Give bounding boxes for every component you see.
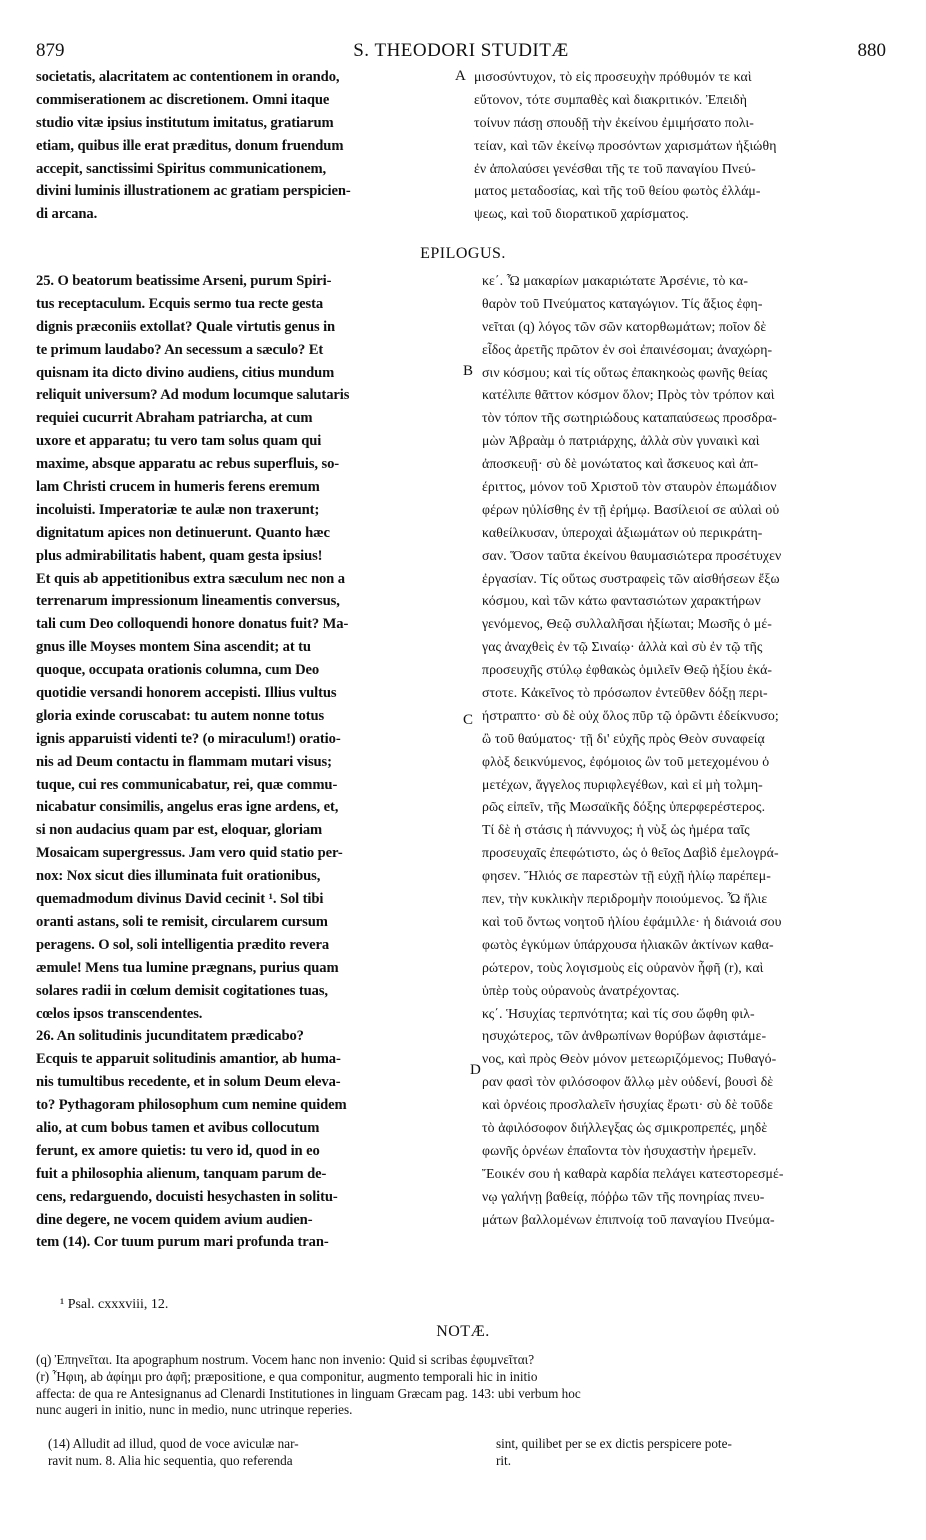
text-line: φησεν. Ἥλιός σε παρεστὼν τῇ εὐχῇ ἡλίῳ παρέπεμ- xyxy=(482,868,771,884)
right-page-number: 880 xyxy=(857,40,886,61)
note-line: nunc augeri in initio, nunc in medio, nunc utrinque reperies. xyxy=(36,1402,353,1418)
text-line: ἀποσκευῇ· σὺ δὲ μονώτατος καὶ ἄσκευος καὶ ἀπ- xyxy=(482,456,759,472)
text-line: καὶ τοῦ ὄντως νοητοῦ ἡλίου ἐφάμιλλε· ἡ διάνοιά σου xyxy=(482,913,782,929)
text-line: κς΄. Ἡσυχίας τερπνότητα; καὶ τίς σου ὤφθη φιλ- xyxy=(482,1005,755,1021)
text-line: Ecquis te apparuit solitudinis amantior, ab huma- xyxy=(36,1051,341,1068)
text-line: cens, redarguendo, docuisti hesychasten in solitu- xyxy=(36,1188,338,1205)
text-line: κε΄. Ὦ μακαρίων μακαριώτατε Ἀρσένιε, τὸ κα- xyxy=(482,273,749,288)
text-line: dine degere, ne vocem quidem avium audien- xyxy=(36,1211,313,1228)
text-line: incoluisti. Imperatoriæ te aulæ non traxerunt; xyxy=(36,501,320,518)
text-line: tali cum Deo colloquendi honore donatus fuit? Ma- xyxy=(36,616,349,633)
margin-marker-a: A xyxy=(455,68,466,84)
text-line: ὢ τοῦ θαύματος· τῇ δι' εὐχῆς πρὸς Θεὸν συναφείᾳ xyxy=(482,730,765,746)
text-line: τοίνυν πάσῃ σπουδῇ τὴν ἐκείνου ἐμιμήσατο πολι- xyxy=(474,114,754,130)
text-line: πεν, τὴν κυκλικὴν περιδρομὴν ποιούμενος. Ὦ ἥλιε xyxy=(482,891,768,907)
text-line: fuit a philosophia alienum, tanquam parum de- xyxy=(36,1165,327,1182)
text-line: στοτε. Κἀκεῖνος τὸ πρόσωπον ἐντεῦθεν δόξῃ περι- xyxy=(482,685,768,701)
text-line: καθείλκυσαν, ὑπεροχαὶ ἀξιωμάτων οὐ περικράτη- xyxy=(482,524,763,540)
text-line: τείαν, καὶ τῶν ἐκείνῳ προσόντων χαρισμάτων ἠξιώθη xyxy=(474,137,777,153)
running-header xyxy=(36,40,886,64)
text-line: σιν κόσμου; καὶ τίς οὕτως ἐπακηκοὼς φωνῆς θείας xyxy=(482,364,768,380)
text-line: ρῶς εἰπεῖν, τῆς Μωσαϊκῆς δόξης ὑπερφερέστερος. xyxy=(482,799,766,815)
text-line: commiserationem ac discretionem. Omni itaque xyxy=(36,91,330,108)
text-line: to? Pythagoram philosophum cum nemine quidem xyxy=(36,1097,347,1114)
text-line: Τί δὲ ἡ στάσις ἡ πάννυχος; ἡ νὺξ ὡς ἡμέρα ταῖς xyxy=(482,822,750,838)
text-line: κατέλιπε θᾶττον κόσμον ὅλον; Πρὸς τὸν τρόπον καὶ xyxy=(482,387,775,403)
text-line: προσευχῆς στύλῳ ἐφθακὼς ὁμιλεῖν Θεῷ ἠξίου ἑκά- xyxy=(482,662,773,678)
margin-marker-c: C xyxy=(463,712,474,728)
text-line: τὸ ἀφιλόσοφον διήλλεγξας ὡς σμικροπρεπές, μηδὲ xyxy=(482,1119,768,1135)
text-line: εἶδος ἀρετῆς πρῶτον ἐν σοὶ ἐπαινέσομαι; ἀναχώρη- xyxy=(482,341,773,357)
text-line: tem (14). Cor tuum purum mari profunda tran- xyxy=(36,1234,329,1251)
top-greek-column xyxy=(474,66,894,226)
text-line: Ἔοικέν σου ἡ καθαρὰ καρδία πελάγει κατεστορεσμέ- xyxy=(482,1165,784,1181)
text-line: Mosaicam supergressus. Jam vero quid statio per- xyxy=(36,845,343,862)
note-line: rit. xyxy=(496,1452,512,1468)
text-line: cœlos ipsos transcendentes. xyxy=(36,1005,203,1022)
text-line: uxore et apparatu; tu vero tam solus quam qui xyxy=(36,433,322,450)
text-line: tus receptaculum. Ecquis sermo tua recte gesta xyxy=(36,295,324,312)
text-line: νεῖται (q) λόγος τῶν σῶν κατορθωμάτων; ποῖον δὲ xyxy=(482,318,767,334)
text-line: 26. An solitudinis jucunditatem prædicabo? xyxy=(36,1028,304,1045)
note-line: (14) Alludit ad illud, quod de voce aviculæ nar- xyxy=(48,1436,299,1451)
text-line: gloria exinde coruscabat: tu autem nonne totus xyxy=(36,707,325,724)
notes-heading: NOTÆ. xyxy=(436,1323,490,1340)
text-line: quisnam ita dicto divino audiens, citius mundum xyxy=(36,364,335,381)
text-line: ησυχώτερος, τῶν ἀνθρωπίνων θορύβων ἀφιστάμε- xyxy=(482,1028,767,1044)
text-line: 25. O beatorum beatissime Arseni, purum Spiri- xyxy=(36,273,332,289)
text-line: requiei cucurrit Abraham patriarcha, at cum xyxy=(36,410,313,427)
text-line: studio vitæ ipsius institutum imitatus, gratiarum xyxy=(36,114,334,131)
text-line: ὑπὲρ τοὺς οὐρανοὺς ἀνατρέχοντας. xyxy=(482,982,680,998)
text-line: maxime, absque apparatu ac rebus superfluis, so- xyxy=(36,456,340,473)
text-line: oranti astans, soli te remisit, circularem cursum xyxy=(36,913,328,930)
text-line: nox: Nox sicut dies illuminata fuit orationibus, xyxy=(36,868,321,885)
text-line: ήστραπτο· σὺ δὲ οὐχ ὅλος πῦρ τῷ ὁρῶντι ἐδείκνυσο; xyxy=(482,707,779,723)
note-14-right xyxy=(496,1436,896,1470)
text-line: φλὸξ δεικνύμενος, ἐφόμοιος ὢν τοῦ μετεχομένου ὁ xyxy=(482,753,770,769)
text-line: μετέχων, ἄγγελος πυριφλεγέθων, καὶ εἰ μὴ τολμη- xyxy=(482,776,763,792)
text-line: μὼν Ἀβραὰμ ὁ πατριάρχης, ἀλλὰ σὺν γυναικὶ καὶ xyxy=(482,433,760,449)
text-line: γενόμενος, Θεῷ συλλαλῆσαι ἠξίωται; Μωσῆς ὁ μέ- xyxy=(482,616,772,632)
text-line: terrenarum impressionum lineamentis conversus, xyxy=(36,593,340,610)
text-line: solares radii in cœlum demisit cogitationes tuas, xyxy=(36,982,328,999)
text-line: ἐν ἀπολαύσει γενέσθαι τῆς τε τοῦ παναγίου Πνεύ- xyxy=(474,160,756,176)
margin-marker-d: D xyxy=(470,1062,481,1078)
text-line: κόσμου, καὶ τῶν κάτω φαντασιώτων χαρακτήρων xyxy=(482,593,761,609)
text-line: quemadmodum divinus David cecinit ¹. Sol tibi xyxy=(36,891,324,908)
main-latin-column xyxy=(36,270,464,1254)
text-line: divini luminis illustrationem ac gratiam perspicien- xyxy=(36,183,351,200)
text-line: τὸν τόπον τῆς σωτηριώδους καταπαύσεως προσδρα- xyxy=(482,410,777,426)
left-page-number: 879 xyxy=(36,40,65,61)
text-line: quoque, occupata orationis columna, cum Deo xyxy=(36,662,320,679)
main-greek-column xyxy=(482,270,894,1231)
text-line: μισοσύντυχον, τὸ εἰς προσευχὴν πρόθυμόν τε καὶ xyxy=(474,69,752,84)
top-latin-column xyxy=(36,66,456,226)
text-line: εὔτονον, τότε συμπαθὲς καὶ διακριτικόν. Ἐπειδὴ xyxy=(474,91,748,107)
text-line: æmule! Mens tua lumine prægnans, purius quam xyxy=(36,959,339,976)
text-line: ἐργασίαν. Τίς οὕτως συστραφεὶς τῶν αἰσθήσεων ἔξω xyxy=(482,570,780,586)
text-line: νῳ γαλήνῃ βαθείᾳ, πόῤῥω τῶν τῆς πονηρίας πνευ- xyxy=(482,1188,765,1204)
text-line: gnus ille Moyses montem Sina ascendit; at tu xyxy=(36,639,311,656)
text-line: γας ἀναχθεὶς ἐν τῷ Σιναίῳ· ἀλλὰ καὶ σὺ ἐν τῷ τῆς xyxy=(482,639,763,655)
text-line: έριττος, μόνον τοῦ Χριστοῦ τὸν σταυρὸν ἐπωμάδιον xyxy=(482,479,777,495)
text-line: ρώτερον, τοὺς λογισμοὺς εἰς οὐρανὸν ἧφῆ (r), καὶ xyxy=(482,959,764,975)
footnote: ¹ Psal. cxxxviii, 12. xyxy=(60,1297,169,1312)
text-line: σαν. Ὅσον ταῦτα ἐκείνου θαυμασιώτερα προσέτυχεν xyxy=(482,547,782,563)
text-line: reliquit universum? Ad modum locumque salutaris xyxy=(36,387,350,404)
text-line: προσευχαῖς ἐπεφώτιστο, ὡς ὁ θεῖος Δαβὶδ ἐμελογρά- xyxy=(482,845,779,861)
text-line: φωτὸς ἐγκύμων ὑπάρχουσα ἡλιακῶν ἀκτίνων καθα- xyxy=(482,936,774,952)
text-line: nis tumultibus recedente, et in solum Deum eleva- xyxy=(36,1074,341,1091)
text-line: si non audacius quam par est, eloquar, gloriam xyxy=(36,822,323,839)
text-line: Et quis ab appetitionibus extra sæculum nec non a xyxy=(36,570,345,587)
text-line: dignis præconiis extollat? Quale virtutis genus in xyxy=(36,318,336,335)
text-line: te primum laudabo? An secessum a sæculo? Et xyxy=(36,341,324,358)
text-line: νος, καὶ πρὸς Θεὸν μόνον μετεωριζόμενος; Πυθαγό- xyxy=(482,1051,777,1067)
text-line: plus admirabilitatis habent, quam gesta ipsius! xyxy=(36,547,323,564)
note-line: (q) Ἐπηνεῖται. Ita apographum nostrum. Vocem hanc non invenio: Quid si scribas ἐφυμνεῖται? xyxy=(36,1352,535,1367)
text-line: societatis, alacritatem ac contentionem in orando, xyxy=(36,69,340,85)
text-line: etiam, quibus ille erat præditus, donum fruendum xyxy=(36,137,344,154)
text-line: nis ad Deum contactu in flammam mutari visus; xyxy=(36,753,332,770)
text-line: accepit, sanctissimi Spiritus communicationem, xyxy=(36,160,327,177)
text-line: ignis apparuisti videnti te? (o miraculum!) oratio- xyxy=(36,730,341,747)
text-line: ραν φασὶ τὸν φιλόσοφον ἄλλῳ μὲν οὐδενί, βουσὶ δὲ xyxy=(482,1074,774,1090)
margin-marker-b: B xyxy=(463,363,474,379)
note-line: sint, quilibet per se ex dictis perspicere pote- xyxy=(496,1436,732,1451)
text-line: peragens. O sol, soli intelligentia prædito revera xyxy=(36,936,330,953)
text-line: ferunt, ex amore quietis: tu vero id, quod in eo xyxy=(36,1142,320,1159)
note-14-left xyxy=(48,1436,478,1470)
text-line: tuque, cui res communicabatur, rei, quæ commu- xyxy=(36,776,338,793)
text-line: θαρὸν τοῦ Πνεύματος καταγώγιον. Τίς ἄξιος ἐφη- xyxy=(482,295,763,311)
notes-block xyxy=(36,1352,896,1419)
text-line: nicabatur consimilis, angelus eras igne ardens, et, xyxy=(36,799,339,816)
running-title: S. THEODORI STUDITÆ xyxy=(353,40,569,61)
text-line: φωνῆς ὀρνέων ἐπαΐοντα τὸν ἡσυχαστὴν ἠρεμεῖν. xyxy=(482,1142,757,1158)
note-line: ravit num. 8. Alia hic sequentia, quo referenda xyxy=(48,1452,293,1468)
text-line: μάτων βαλλομένων ἐπιπνοίᾳ τοῦ παναγίου Πνεύμα- xyxy=(482,1211,775,1227)
note-line: (r) Ἧφιη, ab ἀφίημι pro ἀφῆ; præpositione, e qua componitur, augmento temporali hic in initio xyxy=(36,1368,538,1384)
section-heading: EPILOGUS. xyxy=(420,245,506,262)
text-line: dignitatum apices non detinuerunt. Quanto hæc xyxy=(36,524,330,541)
text-line: lam Christi crucem in humeris ferens eremum xyxy=(36,479,320,496)
text-line: alio, at cum bobus tamen et avibus collocutum xyxy=(36,1119,320,1136)
note-line: affecta: de qua re Antesignanus ad Clenardi Institutiones in linguam Græcam pag. 143: ubi verbum hoc xyxy=(36,1385,581,1401)
text-line: ψεως, καὶ τοῦ διορατικοῦ χαρίσματος. xyxy=(474,206,689,222)
text-line: quotidie versandi honorem accepisti. Illius vultus xyxy=(36,685,337,702)
text-line: di arcana. xyxy=(36,206,98,223)
text-line: φέρων ηὐλίσθης ἐν τῇ ἐρήμῳ. Βασίλειοί σε αὐλαὶ οὐ xyxy=(482,501,780,517)
text-line: καὶ ὀρνέοις προσλαλεῖν ἡσυχίας ἔρωτι· σὺ δὲ τοῦδε xyxy=(482,1097,773,1113)
text-line: ματος μεταδοσίας, καὶ τῆς τοῦ θείου φωτὸς ἐλλάμ- xyxy=(474,183,761,199)
